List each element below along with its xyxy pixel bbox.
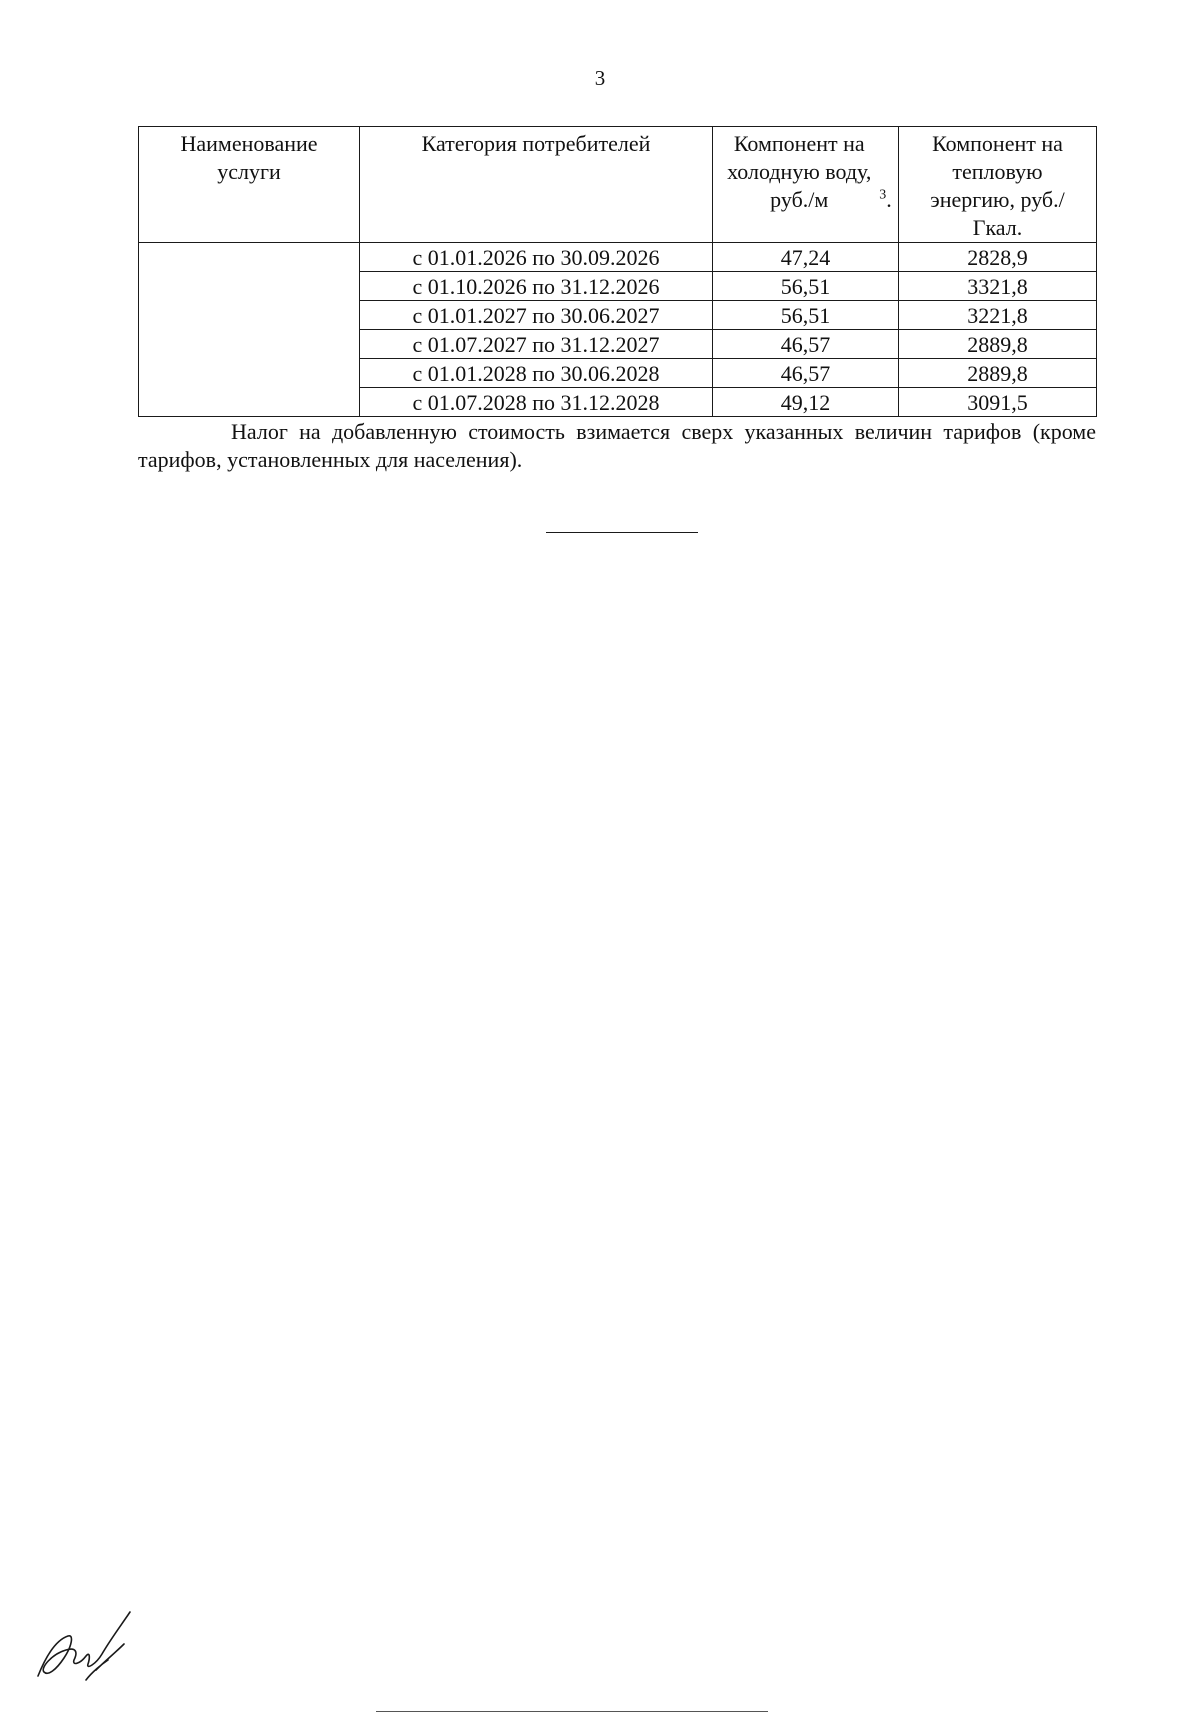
bottom-rule xyxy=(376,1711,768,1712)
header-heat-text: Компонент на тепловую энергию, руб./Гкал. xyxy=(930,131,1065,240)
table-header-row xyxy=(139,127,1097,243)
tariff-table xyxy=(138,126,1097,417)
vat-note: Налог на добавленную стоимость взимается сверх указанных величин тарифов (кроме тарифов, установленных для населения). xyxy=(138,419,1096,472)
service-name-cell xyxy=(139,243,360,417)
water-cell: 56,51 xyxy=(713,301,899,330)
header-consumer-category: Категория потребителей xyxy=(360,127,713,243)
category-cell: с 01.07.2028 по 31.12.2028 xyxy=(360,388,713,417)
water-cell: 46,57 xyxy=(713,359,899,388)
handwritten-signature xyxy=(26,1606,136,1688)
water-cell: 49,12 xyxy=(713,388,899,417)
header-cold-water-text: Компонент на холодную воду, руб./м xyxy=(727,131,872,212)
heat-cell: 3321,8 xyxy=(899,272,1097,301)
heat-cell: 3091,5 xyxy=(899,388,1097,417)
end-of-document-rule xyxy=(546,532,698,533)
water-cell: 47,24 xyxy=(713,243,899,272)
water-cell: 56,51 xyxy=(713,272,899,301)
header-cold-water-suffix: . xyxy=(886,187,892,212)
category-cell: с 01.01.2028 по 30.06.2028 xyxy=(360,359,713,388)
heat-cell: 2828,9 xyxy=(899,243,1097,272)
header-service-name-text: Наименование услуги xyxy=(180,131,318,184)
header-cold-water-component xyxy=(713,127,899,243)
header-cold-water-sup: 3 xyxy=(879,187,887,203)
heat-cell: 2889,8 xyxy=(899,330,1097,359)
heat-cell: 3221,8 xyxy=(899,301,1097,330)
table-row xyxy=(139,243,1097,272)
page-number: 3 xyxy=(594,66,606,90)
category-cell: с 01.10.2026 по 31.12.2026 xyxy=(360,272,713,301)
water-cell: 46,57 xyxy=(713,330,899,359)
header-heat-component xyxy=(899,127,1097,243)
header-service-name xyxy=(139,127,360,243)
category-cell: с 01.01.2026 по 30.09.2026 xyxy=(360,243,713,272)
category-cell: с 01.01.2027 по 30.06.2027 xyxy=(360,301,713,330)
heat-cell: 2889,8 xyxy=(899,359,1097,388)
category-cell: с 01.07.2027 по 31.12.2027 xyxy=(360,330,713,359)
